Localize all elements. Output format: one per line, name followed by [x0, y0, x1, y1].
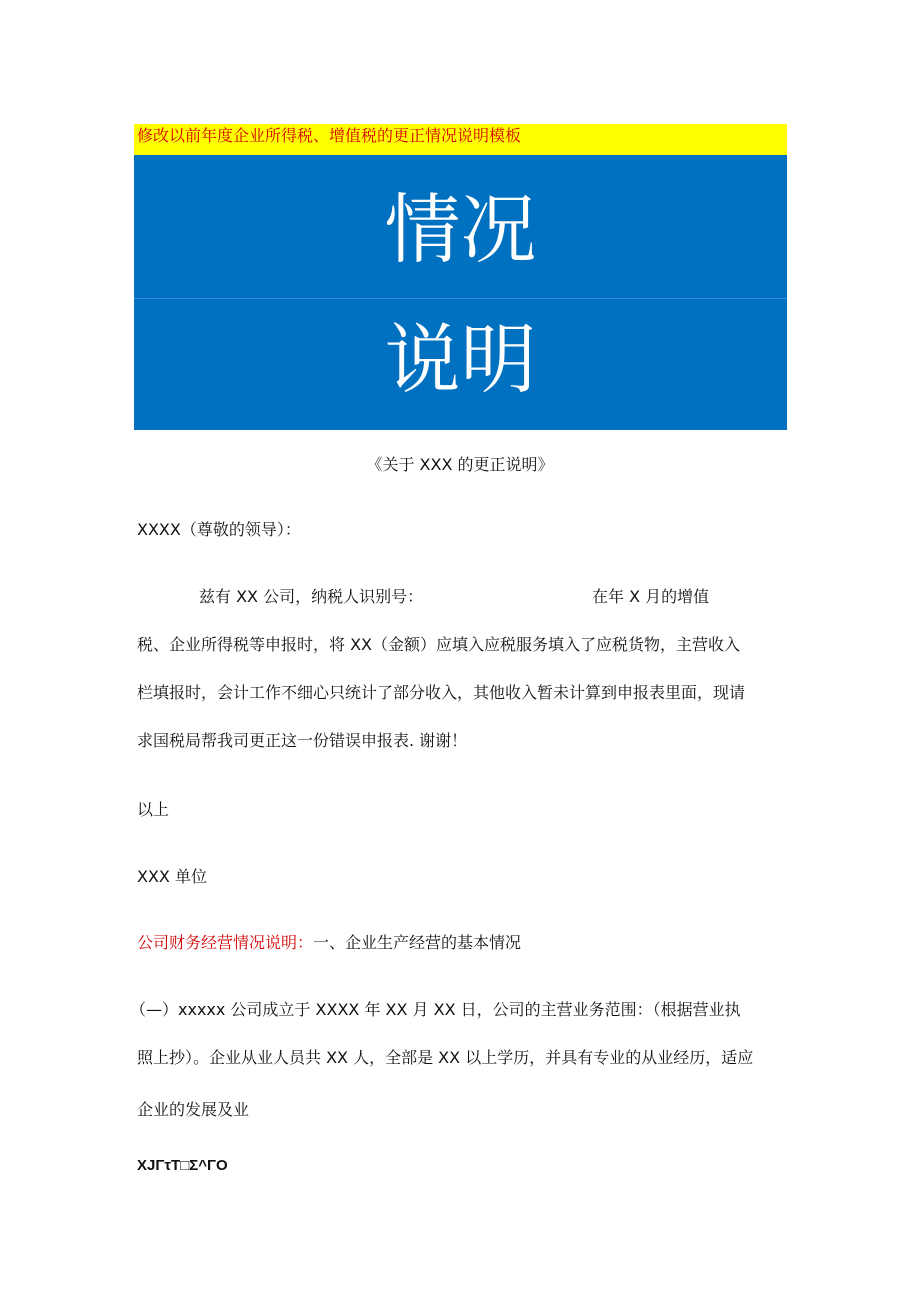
section-heading-black: 一、企业生产经营的基本情况 [313, 933, 522, 952]
title-block [134, 155, 787, 430]
title-divider [134, 298, 787, 299]
paragraph-1-start: 兹有 XX 公司，纳税人识别号： [199, 587, 424, 606]
title-line-2: 说明 [384, 315, 537, 404]
paragraph-1-line: 税、企业所得税等申报时，将 XX（金额）应填入应税服务填入了应税货物，主营收入 [137, 635, 741, 654]
closing: 以上 [137, 800, 170, 819]
section-heading [137, 933, 521, 953]
signature: XXX 单位 [137, 867, 207, 886]
paragraph-2-line: （—）xxxxx 公司成立于 XXXX 年 XX 月 XX 日，公司的主营业务范围：（根据营业执 [130, 1000, 741, 1019]
paragraph-2-line: 照上抄）。企业从业人员共 XX 人，全部是 XX 以上学历，并具有专业的从业经历，适应 [137, 1048, 754, 1067]
paragraph-1-line: 求国税局帮我司更正这一份错误申报表. 谢谢！ [137, 731, 468, 750]
document-heading: 《关于 XXX 的更正说明》 [366, 455, 554, 474]
paragraph-1-line: 栏填报时，会计工作不细心只统计了部分收入，其他收入暂未计算到申报表里面，现请 [137, 683, 746, 702]
paragraph-2-line: 企业的发展及业 [137, 1100, 250, 1119]
title-line-1: 情况 [384, 185, 537, 274]
salutation: XXXX（尊敬的领导）： [137, 520, 301, 539]
garbled-text: XJΓτT□Σ^ΓO [137, 1157, 228, 1174]
title-banner [134, 124, 787, 430]
paragraph-1-cont: 在年 X 月的增值 [592, 587, 710, 606]
section-heading-red: 公司财务经营情况说明： [137, 933, 314, 952]
template-note: 修改以前年度企业所得税、增值税的更正情况说明模板 [134, 124, 787, 155]
